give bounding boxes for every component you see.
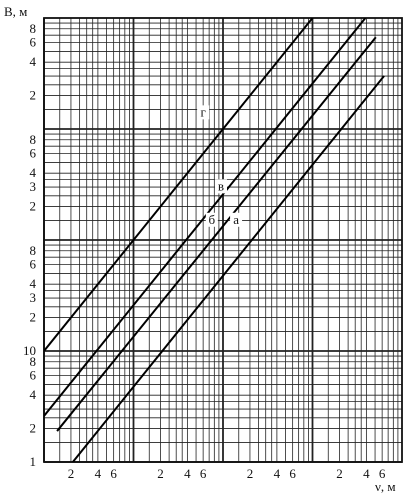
series-line-г	[44, 9, 320, 351]
y-tick-label: 6	[29, 34, 36, 50]
y-tick-label: 4	[29, 165, 36, 181]
x-tick-label: 4	[184, 466, 191, 481]
curve-label-а: а	[233, 211, 239, 227]
y-axis-label: B, м	[4, 4, 28, 19]
y-tick-labels	[23, 21, 37, 469]
y-tick-label: 10	[23, 343, 36, 358]
y-tick-label: 1	[29, 454, 36, 469]
x-tick-label: 4	[363, 466, 370, 481]
y-tick-label: 6	[29, 367, 36, 383]
x-tick-label: 2	[67, 466, 75, 481]
x-tick-label: 6	[289, 466, 296, 481]
y-tick-label: 2	[29, 87, 36, 103]
x-tick-label: 6	[378, 466, 386, 481]
y-tick-label: 8	[29, 131, 36, 147]
y-tick-label: 2	[29, 309, 36, 325]
curve-label-в: в	[217, 178, 225, 194]
x-tick-label: 2	[246, 466, 254, 481]
x-axis-label: ν, м	[375, 479, 396, 494]
x-tick-label: 2	[336, 466, 343, 481]
y-tick-label: 3	[29, 290, 36, 306]
y-tick-label: 4	[29, 276, 36, 292]
curve-labels	[197, 104, 242, 226]
y-tick-label: 4	[29, 54, 36, 70]
y-tick-label: 6	[29, 145, 36, 161]
y-tick-label: 3	[29, 179, 36, 195]
x-tick-label: 2	[157, 466, 164, 481]
y-tick-label: 8	[29, 353, 36, 369]
x-tick-labels	[68, 466, 386, 481]
y-tick-label: 6	[29, 256, 36, 272]
y-tick-label: 2	[29, 198, 36, 214]
curve-label-б: б	[208, 211, 216, 227]
grid	[44, 18, 402, 462]
x-tick-label: 4	[94, 466, 102, 481]
y-tick-label: 4	[29, 387, 36, 403]
x-tick-label: 6	[110, 466, 117, 481]
y-tick-label: 8	[29, 20, 36, 36]
y-tick-label: 2	[29, 420, 36, 436]
x-tick-label: 6	[199, 466, 207, 481]
y-tick-label: 8	[29, 242, 36, 258]
x-tick-label: 4	[273, 466, 281, 481]
curve-label-г: г	[200, 104, 206, 120]
